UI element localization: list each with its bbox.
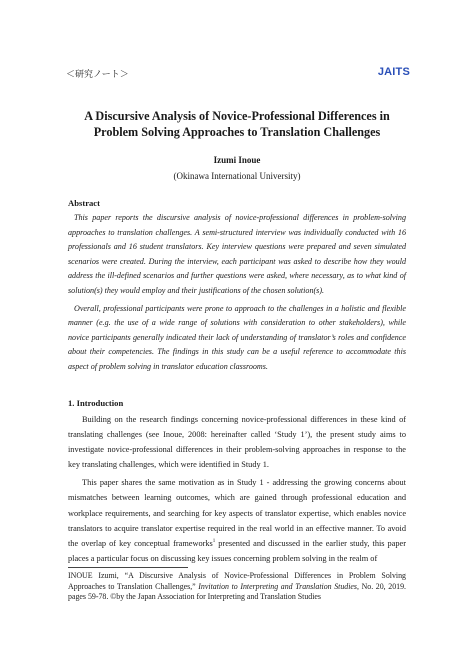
author-affiliation: (Okinawa International University) (173, 171, 301, 181)
abstract-paragraph-2: Overall, professional participants were prone to approach to the challenges in a holistic and flexible manner (e.g. the use of a wide range of solutions with consideration to other stakeholders), while novice participants generally indicated their lack of understanding of translator’s roles and confidence about their competencies. The findings in this study can be a useful reference to accommodate this aspect of problem solving in translator education classrooms. (68, 303, 406, 371)
research-note-label: ＜研究ノート＞ (66, 70, 129, 80)
title-line-1: A Discursive Analysis of Novice-Professional Differences in (84, 109, 390, 123)
footnote-divider (68, 567, 188, 568)
paper-title (60, 108, 414, 140)
abstract-body (68, 211, 406, 378)
intro-paragraph-2-text-a: This paper shares the same motivation as in Study 1 - addressing the growing concerns about mismatches between learning outcomes, which are gained through professional education and workplace requirements, and searching for key aspects of translator expertise, which enables novice translators to acquire translator expertise required in the real world in an effective manner. To avoid the overlap of key conceptual frameworks (68, 478, 406, 548)
abstract-paragraph-1: This paper reports the discursive analysis of novice-professional differences in problem-solving approaches to translation challenges. A semi-structured interview was individually conducted with 16 professionals and 16 student translators. Key interview questions were prepared and seven simulated scenarios were created. During the interview, each participant was asked to describe how they would address the ill-defined scenarios and further questions were asked, where necessary, as to what kind of solution(s) they would employ and their justifications of the chosen solution(s). (68, 213, 406, 295)
footnote-citation-a: INOUE Izumi, “A Discursive Analysis of Novice-Professional Differences in Problem Solving Approaches to Translation Challenges,” (68, 571, 406, 591)
citation-footnote (68, 571, 406, 603)
abstract-heading: Abstract (68, 198, 100, 208)
footnote-citation-b: , No. 20, 2019. pages 59-78. ©by the Japan Association for Interpreting and Translation Studies (68, 581, 407, 602)
introduction-heading: 1. Introduction (68, 398, 124, 408)
intro-paragraph-2-text-b: presented and discussed in the earlier study, this paper places a particular focus on discussing key issues concerning problem solving in the realm of (68, 538, 406, 563)
introduction-body (68, 412, 406, 569)
footnote-journal-title: Invitation to Interpreting and Translation Studies (198, 581, 357, 591)
jaits-logo: JAITS (377, 66, 410, 78)
intro-paragraph-2 (68, 475, 406, 566)
footnote-marker: 1 (212, 538, 216, 544)
title-line-2: Problem Solving Approaches to Translation Challenges (93, 125, 381, 139)
author-name: Izumi Inoue (213, 155, 261, 165)
intro-paragraph-1: Building on the research findings concerning novice-professional differences in these kind of translating challenges (see Inoue, 2008: hereinafter called ‘Study 1’), the present study aims to investigate novice-professional differences in their problem-solving approaches in response to the key translating challenges, which were identified in Study 1. (68, 415, 406, 470)
page-header (66, 67, 410, 83)
